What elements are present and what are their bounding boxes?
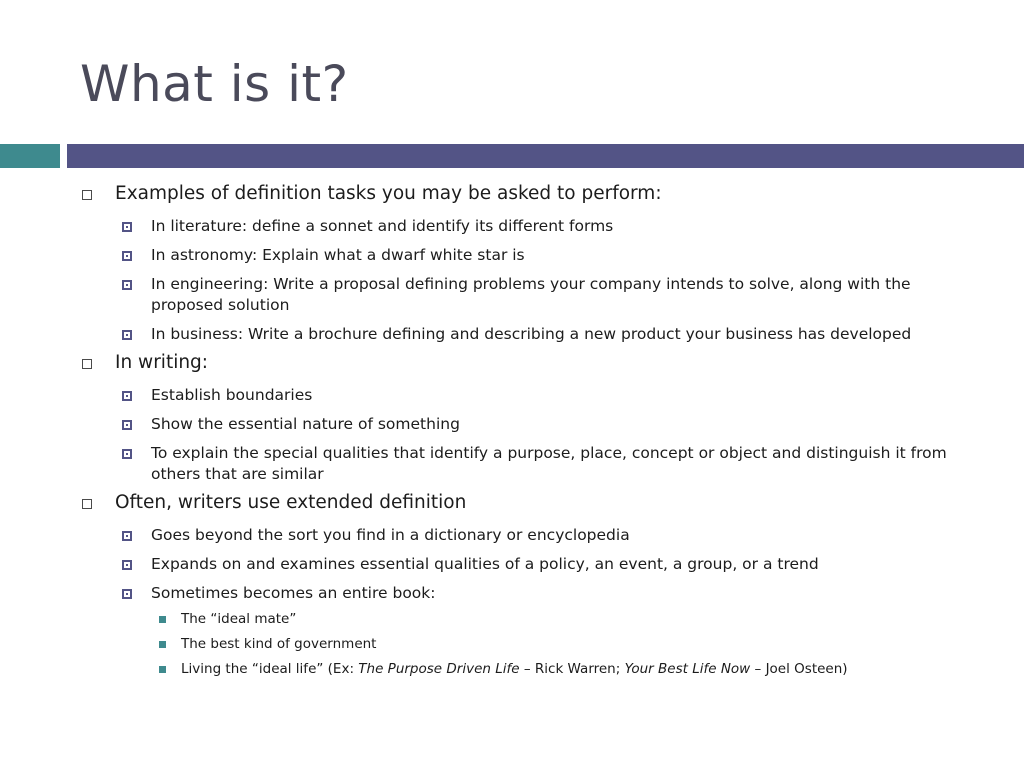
bullet-level3 [0, 635, 1024, 654]
bullet-text: Sometimes becomes an entire book: [151, 584, 436, 602]
slide-title: What is it? [80, 55, 349, 113]
hollow-square-bullet-icon [82, 499, 92, 509]
bullet-text: Show the essential nature of something [151, 415, 460, 433]
book-title: Your Best Life Now [624, 661, 751, 677]
bullet-text: Often, writers use extended definition [115, 492, 467, 513]
square-bullet-icon [122, 330, 132, 340]
text-run: Living the “ideal life” (Ex: [181, 661, 359, 677]
bullet-text: Establish boundaries [151, 386, 313, 404]
text-run: – Joel Osteen) [750, 661, 848, 677]
bullet-text: Examples of definition tasks you may be asked to perform: [115, 183, 662, 204]
accent-bar-left [0, 144, 60, 168]
square-bullet-icon [122, 449, 132, 459]
square-bullet-icon [122, 280, 132, 290]
filled-square-bullet-icon [159, 616, 166, 623]
square-bullet-icon [122, 589, 132, 599]
bullet-text: Expands on and examines essential qualities of a policy, an event, a group, or a trend [151, 555, 819, 573]
filled-square-bullet-icon [159, 666, 166, 673]
square-bullet-icon [122, 251, 132, 261]
square-bullet-icon [122, 222, 132, 232]
bullet-text: In literature: define a sonnet and identify its different forms [151, 217, 614, 235]
bullet-level2 [0, 583, 1024, 604]
bullet-level2 [0, 525, 1024, 546]
square-bullet-icon [122, 531, 132, 541]
bullet-text: The best kind of government [181, 636, 377, 652]
bullet-level2 [0, 274, 1024, 316]
square-bullet-icon [122, 391, 132, 401]
bullet-level1 [0, 489, 1024, 517]
filled-square-bullet-icon [159, 641, 166, 648]
square-bullet-icon [122, 560, 132, 570]
text-run: – Rick Warren; [519, 661, 625, 677]
bullet-level2 [0, 245, 1024, 266]
square-bullet-icon [122, 420, 132, 430]
bullet-text: In astronomy: Explain what a dwarf white star is [151, 246, 525, 264]
bullet-text: In engineering: Write a proposal defining problems your company intends to solve, along with the proposed solution [151, 275, 911, 314]
bullet-text: In writing: [115, 352, 209, 373]
bullet-level3 [0, 610, 1024, 629]
bullet-text [181, 661, 848, 677]
slide-body [0, 180, 1024, 679]
bullet-text: The “ideal mate” [181, 611, 297, 627]
bullet-text: Goes beyond the sort you find in a dictionary or encyclopedia [151, 526, 630, 544]
bullet-text: To explain the special qualities that identify a purpose, place, concept or object and distinguish it from others that are similar [151, 444, 947, 483]
bullet-level2 [0, 216, 1024, 237]
bullet-level2 [0, 414, 1024, 435]
hollow-square-bullet-icon [82, 359, 92, 369]
bullet-level2 [0, 554, 1024, 575]
bullet-level2 [0, 324, 1024, 345]
bullet-level2 [0, 385, 1024, 406]
bullet-level2 [0, 443, 1024, 485]
book-title: The Purpose Driven Life [358, 661, 520, 677]
bullet-level1 [0, 349, 1024, 377]
bullet-level3 [0, 660, 1024, 679]
accent-bar-right [67, 144, 1024, 168]
hollow-square-bullet-icon [82, 190, 92, 200]
bullet-text: In business: Write a brochure defining and describing a new product your business has developed [151, 325, 912, 343]
bullet-level1 [0, 180, 1024, 208]
